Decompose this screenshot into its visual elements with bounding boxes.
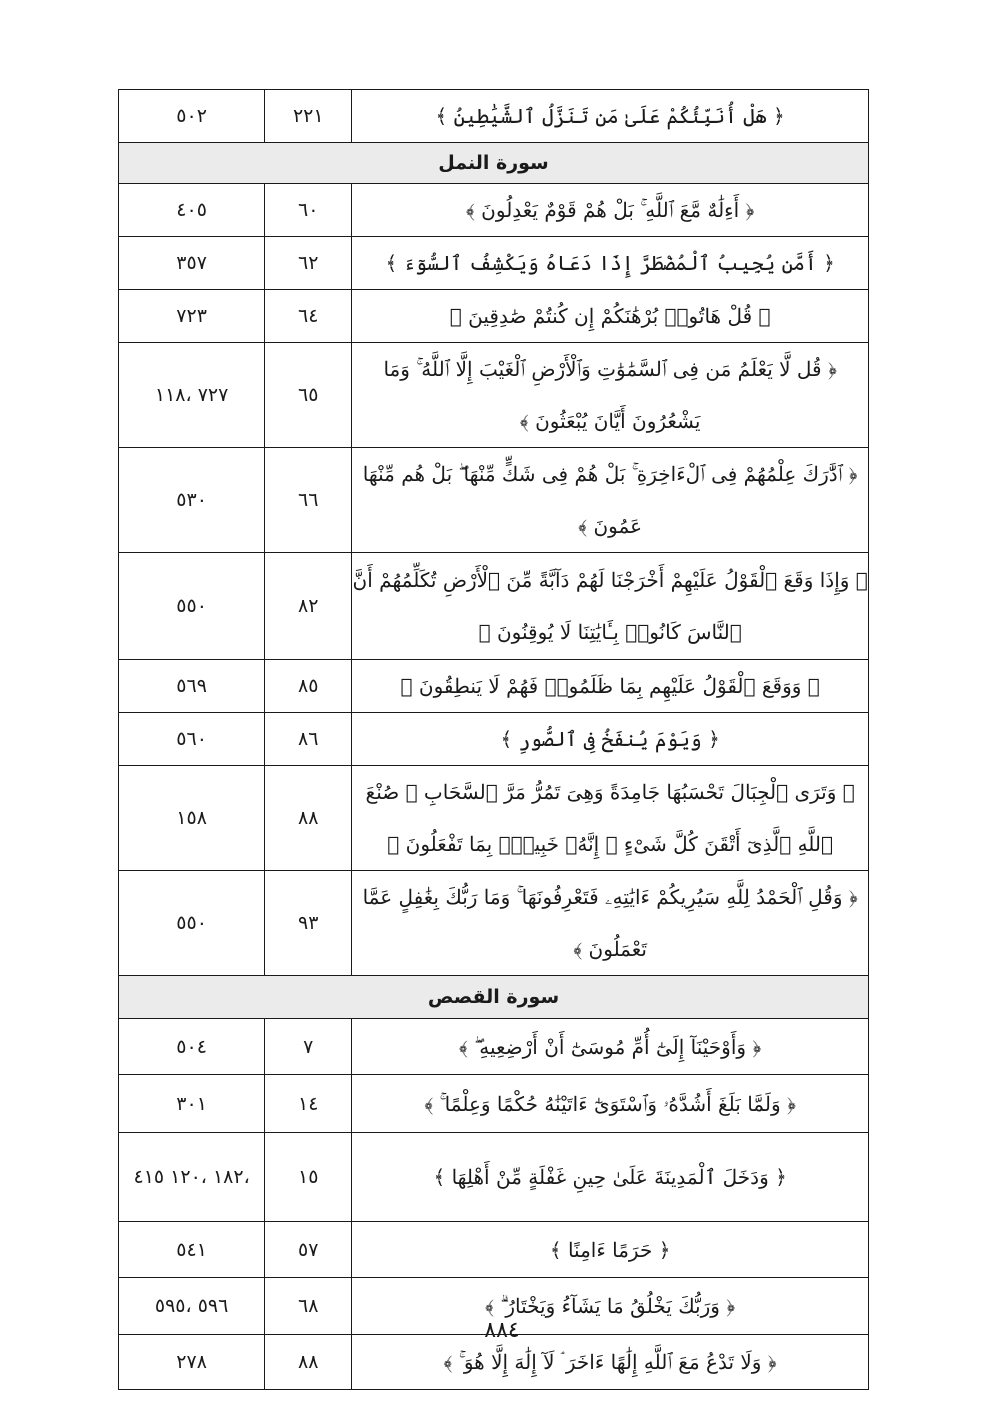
- verse-text: ﴿ أَءِلَٰهٌ مَّعَ ٱللَّهِ ۚ بَلْ هُمْ قَوْمٌ يَعْدِلُونَ ﴾: [352, 184, 869, 237]
- verse-text: ﴿ وَقُلِ ٱلْحَمْدُ لِلَّهِ سَيُرِيكُمْ ءَايَٰتِهِۦ فَتَعْرِفُونَهَا ۚ وَمَا رَبُّكَ بِغَٰفِلٍ عَمَّا تَعْمَلُونَ ﴾: [352, 871, 869, 976]
- page-references: ٤٠٥: [119, 184, 265, 237]
- verse-text: ﴿ وَإِذَا وَقَعَ ٱلْقَوْلُ عَلَيْهِمْ أَخْرَجْنَا لَهُمْ دَآبَّةً مِّنَ ٱلْأَرْضِ تُكَلِّمُهُمْ أَنَّ ٱلنَّاسَ كَانُوا۟ بِـَٔايَٰتِنَا لَا يُوقِنُونَ ﴾: [352, 553, 869, 660]
- verse-row: [119, 871, 869, 976]
- ayah-number: ٨٨: [265, 766, 352, 871]
- ayah-number: ٨٥: [265, 660, 352, 713]
- verse-text: ﴿ وَلَمَّا بَلَغَ أَشُدَّهُۥ وَٱسْتَوَىٰٓ ءَاتَيْنَٰهُ حُكْمًا وَعِلْمًا ۚ ﴾: [352, 1075, 869, 1133]
- ayah-number: ٩٣: [265, 871, 352, 976]
- verse-text: ﴿ قُلْ هَاتُوا۟ بُرْهَٰنَكُمْ إِن كُنتُمْ صَٰدِقِينَ ﴾: [352, 290, 869, 343]
- verse-text: ﴿ هَلْ أُنَبِّئُكُمْ عَلَىٰ مَن تَنَزَّلُ ٱلشَّيَٰطِينُ ﴾: [352, 90, 869, 143]
- verse-row: [119, 713, 869, 766]
- verse-row: [119, 1133, 869, 1222]
- verse-index-table: [118, 89, 869, 1390]
- page-references: ٥٤١: [119, 1222, 265, 1278]
- ayah-number: ٦٥: [265, 343, 352, 448]
- verse-row: [119, 1075, 869, 1133]
- verse-text: ﴿ وَتَرَى ٱلْجِبَالَ تَحْسَبُهَا جَامِدَةً وَهِىَ تَمُرُّ مَرَّ ٱلسَّحَابِ ۚ صُنْعَ ٱللَّهِ ٱلَّذِىٓ أَتْقَنَ كُلَّ شَىْءٍ ۚ إِنَّهُۥ خَبِيرٌۢ بِمَا تَفْعَلُونَ ﴾: [352, 766, 869, 871]
- verse-row: [119, 90, 869, 143]
- verse-text: ﴿ وَأَوْحَيْنَآ إِلَىٰٓ أُمِّ مُوسَىٰٓ أَنْ أَرْضِعِيهِ ۖ ﴾: [352, 1019, 869, 1075]
- verse-text: ﴿ وَوَقَعَ ٱلْقَوْلُ عَلَيْهِم بِمَا ظَلَمُوا۟ فَهُمْ لَا يَنطِقُونَ ﴾: [352, 660, 869, 713]
- verse-text: ﴿ أَمَّن يُجِيبُ ٱلْمُضْطَرَّ إِذَا دَعَاهُ وَيَكْشِفُ ٱلسُّوٓءَ ﴾: [352, 237, 869, 290]
- verse-text: ﴿ وَلَا تَدْعُ مَعَ ٱللَّهِ إِلَٰهًا ءَاخَرَ ۘ لَآ إِلَٰهَ إِلَّا هُوَ ۚ ﴾: [352, 1335, 869, 1390]
- page-references: ٥٥٠: [119, 871, 265, 976]
- page-references: ٣٠١: [119, 1075, 265, 1133]
- verse-text: ﴿ وَدَخَلَ ٱلْمَدِينَةَ عَلَىٰ حِينِ غَفْلَةٍ مِّنْ أَهْلِهَا ﴾: [352, 1133, 869, 1222]
- page-references: ٥٦٩: [119, 660, 265, 713]
- verse-text: ﴿ قُل لَّا يَعْلَمُ مَن فِى ٱلسَّمَٰوَٰتِ وَٱلْأَرْضِ ٱلْغَيْبَ إِلَّا ٱللَّهُ ۚ وَمَا يَشْعُرُونَ أَيَّانَ يُبْعَثُونَ ﴾: [352, 343, 869, 448]
- ayah-number: ٦٤: [265, 290, 352, 343]
- verse-row: [119, 448, 869, 553]
- surah-title: سورة النمل: [119, 143, 869, 184]
- ayah-number: ٢٢١: [265, 90, 352, 143]
- verse-row: [119, 1019, 869, 1075]
- verse-row: [119, 766, 869, 871]
- verse-row: [119, 290, 869, 343]
- page-references: ٥٦٠: [119, 713, 265, 766]
- ayah-number: ٨٨: [265, 1335, 352, 1390]
- page-references: ٥٠٢: [119, 90, 265, 143]
- verse-row: [119, 1222, 869, 1278]
- page-references: ٥٩٦ ،٥٩٥: [119, 1278, 265, 1335]
- page-references: ١٥٨: [119, 766, 265, 871]
- verse-row: [119, 343, 869, 448]
- page-references: ،١٨٢ ،١٢٠ ٤١٥: [119, 1133, 265, 1222]
- surah-title: سورة القصص: [119, 976, 869, 1019]
- verse-row: [119, 237, 869, 290]
- ayah-number: ٧: [265, 1019, 352, 1075]
- page-number: ٨٨٤: [484, 1318, 520, 1343]
- ayah-number: ٥٧: [265, 1222, 352, 1278]
- page-references: ٥٥٠: [119, 553, 265, 660]
- ayah-number: ٦٠: [265, 184, 352, 237]
- verse-row: [119, 184, 869, 237]
- verse-index-body: [119, 90, 869, 1390]
- verse-text: ﴿ حَرَمًا ءَامِنًا ﴾: [352, 1222, 869, 1278]
- verse-text: ﴿ وَرَبُّكَ يَخْلُقُ مَا يَشَآءُ وَيَخْتَارُ ۗ ﴾: [352, 1278, 869, 1335]
- verse-row: [119, 553, 869, 660]
- page-references: ٢٧٨: [119, 1335, 265, 1390]
- ayah-number: ٦٦: [265, 448, 352, 553]
- ayah-number: ٦٨: [265, 1278, 352, 1335]
- page-references: ٥٣٠: [119, 448, 265, 553]
- surah-header-row: [119, 976, 869, 1019]
- ayah-number: ٨٦: [265, 713, 352, 766]
- ayah-number: ٨٢: [265, 553, 352, 660]
- verse-text: ﴿ ٱدَّٰرَكَ عِلْمُهُمْ فِى ٱلْءَاخِرَةِ ۚ بَلْ هُمْ فِى شَكٍّ مِّنْهَا ۖ بَلْ هُم مِّنْهَا عَمُونَ ﴾: [352, 448, 869, 553]
- page-references: ٣٥٧: [119, 237, 265, 290]
- ayah-number: ٦٢: [265, 237, 352, 290]
- ayah-number: ١٥: [265, 1133, 352, 1222]
- verse-text: ﴿ وَيَوْمَ يُنفَخُ فِى ٱلصُّورِ ﴾: [352, 713, 869, 766]
- surah-header-row: [119, 143, 869, 184]
- page-references: ٧٢٣: [119, 290, 265, 343]
- verse-row: [119, 660, 869, 713]
- ayah-number: ١٤: [265, 1075, 352, 1133]
- page-references: ٥٠٤: [119, 1019, 265, 1075]
- page-references: ٧٢٧ ،١١٨: [119, 343, 265, 448]
